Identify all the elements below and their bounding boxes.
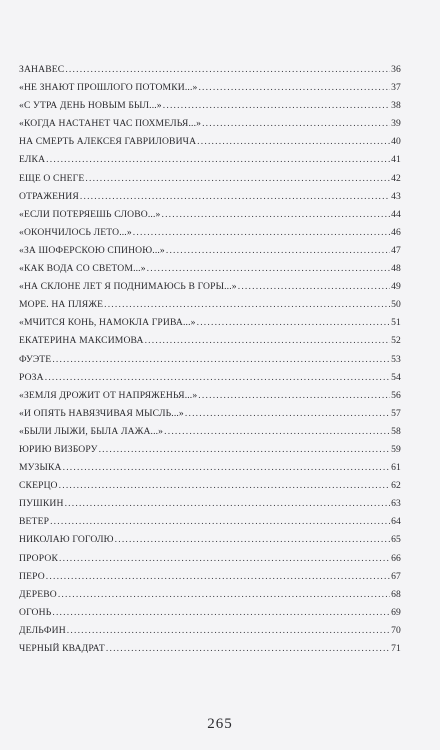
toc-entry xyxy=(19,227,401,245)
toc-leader-dots xyxy=(85,173,390,184)
toc-entry-title: «С УТРА ДЕНЬ НОВЫМ БЫЛ...» xyxy=(19,100,162,112)
toc-entry-title: «НЕ ЗНАЮТ ПРОШЛОГО ПОТОМКИ...» xyxy=(19,82,198,94)
toc-entry-page: 68 xyxy=(391,588,401,600)
toc-entry-title: ПЕРО xyxy=(19,570,45,582)
toc-entry-page: 48 xyxy=(391,263,401,275)
toc-entry-title: ДЕРЕВО xyxy=(19,588,57,600)
toc-entry-page: 57 xyxy=(391,407,401,419)
toc-leader-dots xyxy=(104,299,390,310)
toc-entry xyxy=(19,191,401,209)
toc-entry xyxy=(19,589,401,607)
toc-entry-title: «ЕСЛИ ПОТЕРЯЕШЬ СЛОВО...» xyxy=(19,208,161,220)
toc-entry-title: ЮРИЮ ВИЗБОРУ xyxy=(19,443,98,455)
toc-leader-dots xyxy=(59,480,390,491)
toc-leader-dots xyxy=(63,462,390,473)
toc-entry-title: «МЧИТСЯ КОНЬ, НАМОКЛА ГРИВА...» xyxy=(19,317,196,329)
toc-entry-title: ПРОРОК xyxy=(19,552,58,564)
toc-entry xyxy=(19,480,401,498)
toc-entry xyxy=(19,498,401,516)
toc-entry xyxy=(19,607,401,625)
toc-entry xyxy=(19,173,401,191)
toc-entry xyxy=(19,444,401,462)
toc-entry-title: НИКОЛАЮ ГОГОЛЮ xyxy=(19,534,114,546)
toc-leader-dots xyxy=(106,643,390,654)
toc-leader-dots xyxy=(46,571,390,582)
toc-leader-dots xyxy=(166,245,390,256)
toc-entry xyxy=(19,64,401,82)
toc-entry-title: ПУШКИН xyxy=(19,498,64,510)
toc-leader-dots xyxy=(52,607,390,618)
toc-leader-dots xyxy=(185,408,390,419)
toc-entry-title: МОРЕ. НА ПЛЯЖЕ xyxy=(19,299,104,311)
toc-entry xyxy=(19,534,401,552)
toc-entry-page: 56 xyxy=(391,389,401,401)
toc-entry-page: 64 xyxy=(391,516,401,528)
table-of-contents xyxy=(19,64,401,661)
toc-leader-dots xyxy=(133,227,390,238)
toc-entry-page: 65 xyxy=(391,534,401,546)
toc-entry-page: 51 xyxy=(391,317,401,329)
toc-entry xyxy=(19,245,401,263)
toc-entry xyxy=(19,100,401,118)
toc-entry xyxy=(19,281,401,299)
toc-entry-title: «ЗЕМЛЯ ДРОЖИТ ОТ НАПРЯЖЕНЬЯ...» xyxy=(19,389,198,401)
toc-entry xyxy=(19,625,401,643)
toc-entry-title: «ОКОНЧИЛОСЬ ЛЕТО...» xyxy=(19,226,132,238)
toc-entry xyxy=(19,209,401,227)
toc-entry-page: 39 xyxy=(391,118,401,130)
toc-entry-page: 42 xyxy=(391,172,401,184)
toc-entry-page: 69 xyxy=(391,606,401,618)
toc-leader-dots xyxy=(46,154,390,165)
toc-entry-title: СКЕРЦО xyxy=(19,480,58,492)
toc-leader-dots xyxy=(115,534,390,545)
toc-entry-title: ВЕТЕР xyxy=(19,516,50,528)
toc-entry-title: ЕКАТЕРИНА МАКСИМОВА xyxy=(19,335,144,347)
toc-entry xyxy=(19,571,401,589)
toc-entry xyxy=(19,299,401,317)
toc-entry-page: 37 xyxy=(391,82,401,94)
toc-entry xyxy=(19,136,401,154)
toc-leader-dots xyxy=(99,444,391,455)
toc-entry-title: ДЕЛЬФИН xyxy=(19,624,66,636)
toc-leader-dots xyxy=(50,516,390,527)
page-number: 265 xyxy=(207,716,233,732)
toc-entry xyxy=(19,643,401,661)
toc-entry xyxy=(19,354,401,372)
toc-leader-dots xyxy=(67,625,390,636)
toc-leader-dots xyxy=(59,553,390,564)
toc-leader-dots xyxy=(198,82,390,93)
toc-entry-page: 47 xyxy=(391,244,401,256)
toc-entry-page: 38 xyxy=(391,100,401,112)
toc-entry-page: 36 xyxy=(391,64,401,75)
toc-entry-title: НА СМЕРТЬ АЛЕКСЕЯ ГАВРИЛОВИЧА xyxy=(19,136,197,148)
toc-entry-page: 63 xyxy=(391,498,401,510)
toc-entry xyxy=(19,408,401,426)
toc-leader-dots xyxy=(147,263,390,274)
toc-leader-dots xyxy=(198,390,390,401)
toc-entry-title: ЗАНАВЕС xyxy=(19,64,65,75)
toc-entry-title: ЕЩЕ О СНЕГЕ xyxy=(19,172,85,184)
toc-entry-page: 66 xyxy=(391,552,401,564)
toc-leader-dots xyxy=(238,281,390,292)
toc-leader-dots xyxy=(163,100,390,111)
toc-entry xyxy=(19,82,401,100)
toc-entry-title: «ЗА ШОФЕРСКОЮ СПИНОЮ...» xyxy=(19,244,165,256)
toc-entry xyxy=(19,154,401,172)
toc-entry-title: ЧЕРНЫЙ КВАДРАТ xyxy=(19,643,105,654)
toc-entry-page: 67 xyxy=(391,570,401,582)
toc-entry-page: 46 xyxy=(391,226,401,238)
toc-leader-dots xyxy=(65,64,390,75)
toc-entry xyxy=(19,263,401,281)
toc-entry-title: «БЫЛИ ЛЫЖИ, БЫЛА ЛАЖА...» xyxy=(19,425,164,437)
toc-entry-title: ФУЭТЕ xyxy=(19,353,52,365)
toc-leader-dots xyxy=(164,426,390,437)
toc-entry-page: 71 xyxy=(391,643,401,654)
toc-entry xyxy=(19,317,401,335)
toc-entry-page: 58 xyxy=(391,425,401,437)
toc-entry-page: 44 xyxy=(391,208,401,220)
toc-entry xyxy=(19,516,401,534)
toc-entry-page: 52 xyxy=(391,335,401,347)
toc-entry-page: 61 xyxy=(391,462,401,474)
toc-entry-title: МУЗЫКА xyxy=(19,462,62,474)
toc-entry xyxy=(19,372,401,390)
toc-entry-page: 49 xyxy=(391,281,401,293)
toc-entry-title: ОТРАЖЕНИЯ xyxy=(19,190,79,202)
toc-leader-dots xyxy=(58,589,390,600)
toc-leader-dots xyxy=(161,209,390,220)
toc-entry-title: «КОГДА НАСТАНЕТ ЧАС ПОХМЕЛЬЯ...» xyxy=(19,118,202,130)
toc-entry xyxy=(19,462,401,480)
toc-leader-dots xyxy=(45,372,390,383)
toc-entry-page: 43 xyxy=(391,190,401,202)
toc-entry xyxy=(19,553,401,571)
toc-entry xyxy=(19,426,401,444)
toc-entry-title: «НА СКЛОНЕ ЛЕТ Я ПОДНИМАЮСЬ В ГОРЫ...» xyxy=(19,281,237,293)
toc-entry-page: 53 xyxy=(391,353,401,365)
toc-entry-title: «КАК ВОДА СО СВЕТОМ...» xyxy=(19,263,146,275)
toc-entry-page: 59 xyxy=(391,443,401,455)
toc-entry-title: ЕЛКА xyxy=(19,154,46,166)
toc-entry-page: 70 xyxy=(391,624,401,636)
toc-entry-page: 54 xyxy=(391,371,401,383)
toc-leader-dots xyxy=(145,335,391,346)
toc-entry xyxy=(19,390,401,408)
toc-leader-dots xyxy=(202,118,390,129)
toc-leader-dots xyxy=(52,354,390,365)
toc-leader-dots xyxy=(65,498,391,509)
toc-leader-dots xyxy=(197,136,390,147)
toc-entry xyxy=(19,118,401,136)
toc-entry-page: 62 xyxy=(391,480,401,492)
toc-leader-dots xyxy=(80,191,390,202)
toc-entry xyxy=(19,335,401,353)
toc-entry-title: ОГОНЬ xyxy=(19,606,52,618)
toc-entry-title: «И ОПЯТЬ НАВЯЗЧИВАЯ МЫСЛЬ...» xyxy=(19,407,184,419)
toc-entry-page: 41 xyxy=(391,154,401,166)
toc-entry-page: 40 xyxy=(391,136,401,148)
toc-entry-page: 50 xyxy=(391,299,401,311)
toc-leader-dots xyxy=(197,317,391,328)
toc-entry-title: РОЗА xyxy=(19,371,44,383)
